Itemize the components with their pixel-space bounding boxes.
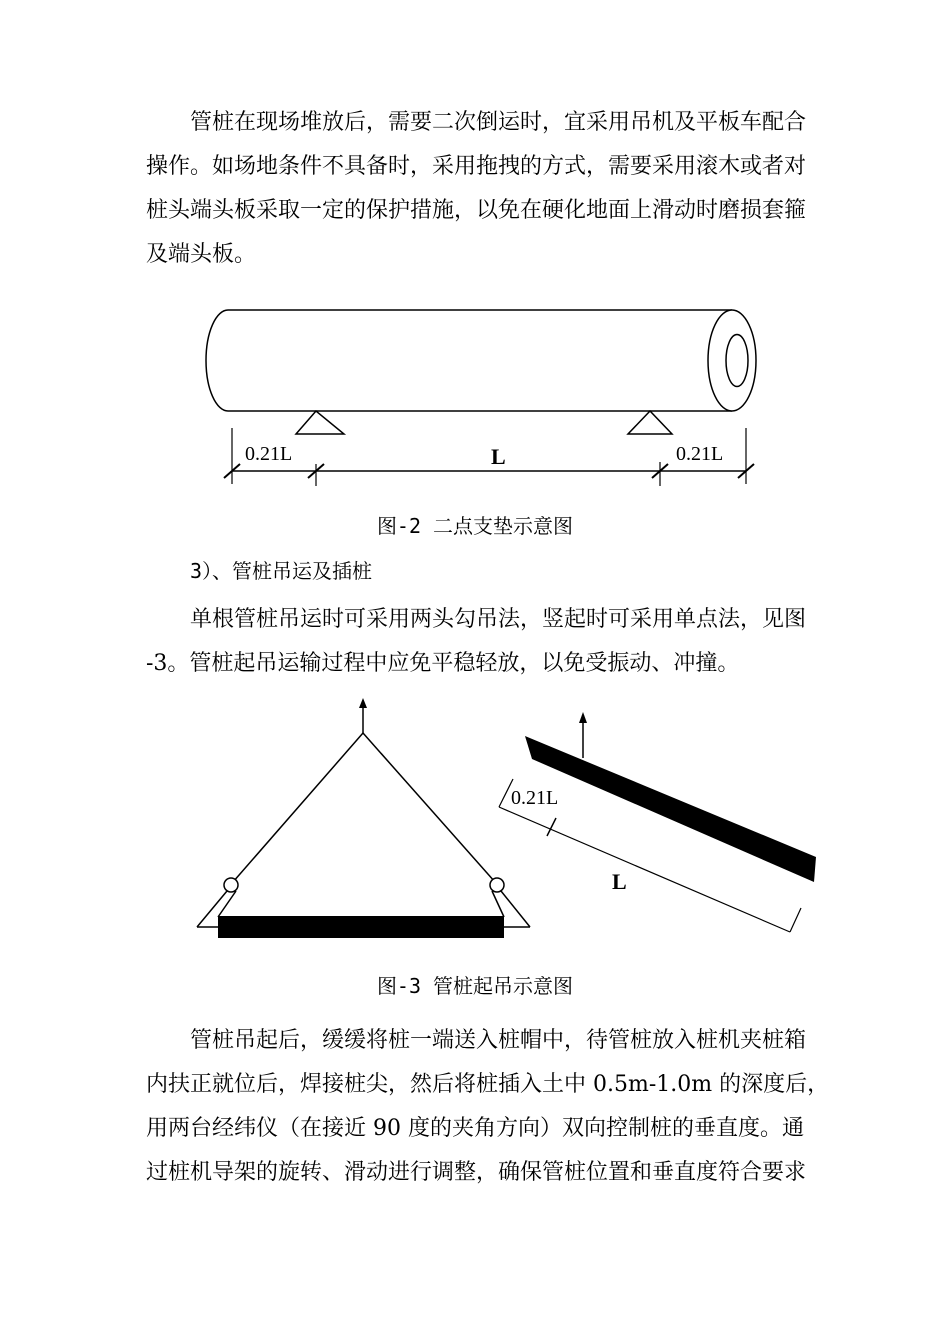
pipe-end-inner <box>726 335 748 387</box>
paragraph-line: 过桩机导架的旋转、滑动进行调整，确保管桩位置和垂直度符合要求 <box>146 1160 807 1185</box>
sling-left <box>233 733 363 882</box>
paragraph-piling <box>146 1019 830 1195</box>
sling-right <box>363 733 495 882</box>
lift-arrow-head <box>359 698 367 708</box>
dim-line-inclined <box>499 807 790 932</box>
figure2-caption: 图-2 二点支垫示意图 <box>376 514 574 538</box>
paragraph-line: 操作。如场地条件不具备时，采用拖拽的方式，需要采用滚木或者对 <box>146 154 807 179</box>
section-heading: 3）、管桩吊运及插桩 <box>190 559 373 583</box>
hook-ring-right <box>490 878 504 892</box>
label-left-021L: 0.21L <box>245 443 293 465</box>
paragraph-line: 用两台经纬仪（在接近 90 度的夹角方向）双向控制桩的垂直度。通 <box>146 1116 804 1141</box>
sling-leg-right-out <box>501 891 530 927</box>
dim-ext-bottom <box>790 908 801 932</box>
sling-leg-left-in <box>218 891 236 917</box>
label-center-L: L <box>491 444 506 469</box>
paragraph-lifting <box>146 598 816 686</box>
figure-lifting <box>0 695 950 945</box>
paragraph-line: 内扶正就位后，焊接桩尖，然后将桩插入土中 0.5m-1.0m 的深度后， <box>146 1072 830 1097</box>
label-L-inclined: L <box>612 869 627 894</box>
label-right-021L: 0.21L <box>676 443 724 465</box>
single-lift-arrow-head <box>579 712 587 723</box>
pile-inclined <box>525 736 816 882</box>
dim-tick-inclined <box>547 818 556 836</box>
label-021L-inclined: 0.21L <box>511 787 559 809</box>
support-right <box>628 411 672 434</box>
paragraph-line: 桩头端头板采取一定的保护措施，以免在硬化地面上滑动时磨损套箍 <box>146 198 807 223</box>
paragraph-line: 单根管桩吊运时可采用两头勾吊法，竖起时可采用单点法，见图 <box>190 607 807 632</box>
hook-ring-left <box>224 878 238 892</box>
pile-horizontal <box>218 916 504 938</box>
paragraph-line: 管桩在现场堆放后，需要二次倒运时，宜采用吊机及平板车配合 <box>190 110 807 135</box>
sling-leg-right-in <box>492 891 504 917</box>
support-left <box>296 411 344 434</box>
paragraph-stacking <box>146 101 816 277</box>
figure-two-point-support <box>0 295 950 505</box>
pipe-body <box>206 310 732 411</box>
paragraph-line: -3。管桩起吊运输过程中应免平稳轻放，以免受振动、冲撞。 <box>146 651 740 676</box>
paragraph-line: 管桩吊起后，缓缓将桩一端送入桩帽中，待管桩放入桩机夹桩箱 <box>190 1028 807 1053</box>
paragraph-line: 及端头板。 <box>146 242 257 267</box>
figure3-caption: 图-3 管桩起吊示意图 <box>376 974 574 998</box>
